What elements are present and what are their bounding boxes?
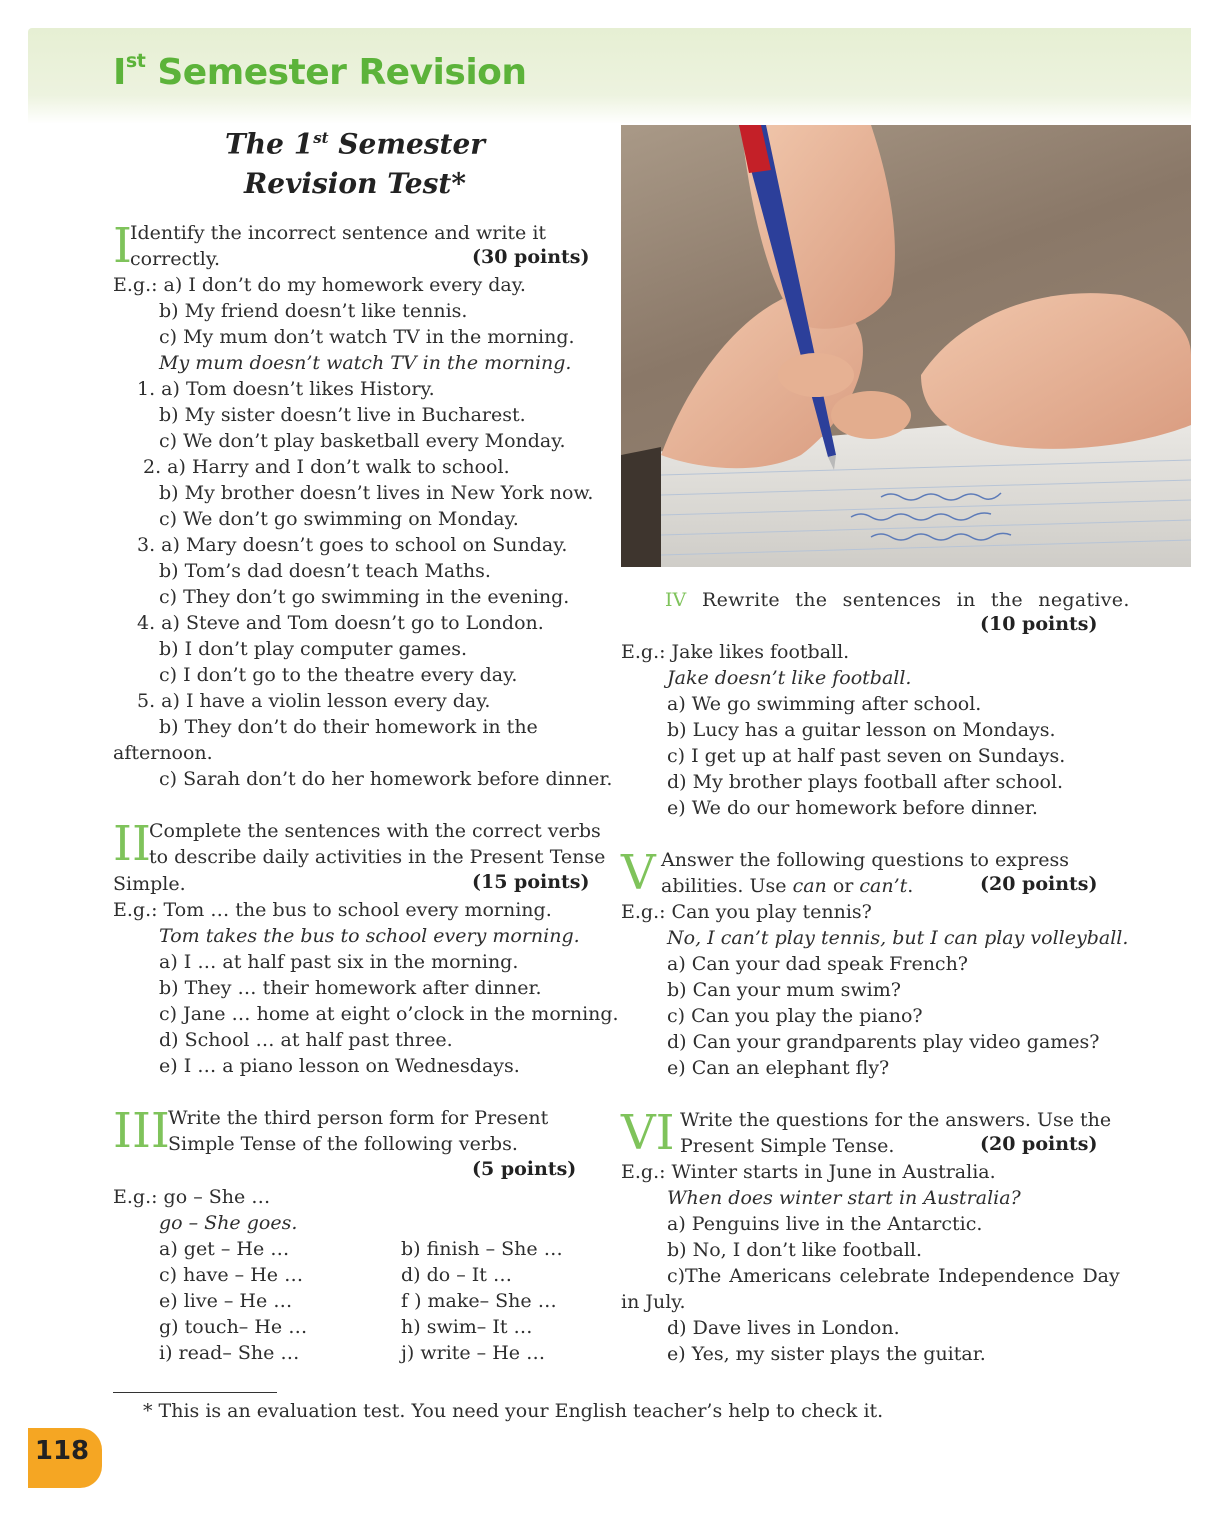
list-item: c) They don’t go swimming in the evening. (159, 586, 570, 608)
list-item: afternoon. (113, 742, 213, 764)
list-item: c) Sarah don’t do her homework before dinner. (159, 768, 613, 790)
list-item: a) We go swimming after school. (667, 693, 982, 715)
list-item: a) I … at half past six in the morning. (159, 951, 519, 973)
section-3-instruction: Write the third person form for Present (168, 1107, 549, 1129)
list-item: b) finish – She … (401, 1238, 563, 1260)
list-item: 5. a) I have a violin lesson every day. (137, 690, 491, 712)
list-item: 1. a) Tom doesn’t likes History. (137, 378, 435, 400)
list-item: d) School … at half past three. (159, 1029, 453, 1051)
list-item: c) Can you play the piano? (667, 1005, 923, 1027)
section-5-points: (20 points) (980, 873, 1098, 895)
section-1-points: (30 points) (472, 246, 590, 268)
list-item: go – She goes. (159, 1212, 298, 1234)
list-item: E.g.: Winter starts in June in Australia. (621, 1161, 996, 1183)
section-1-roman: I (113, 218, 132, 274)
list-item: i) read– She … (159, 1342, 300, 1364)
list-item: Tom takes the bus to school every morning. (159, 925, 580, 947)
page-number: 118 (34, 1436, 90, 1466)
section-3-points: (5 points) (472, 1158, 577, 1180)
section-6-instruction: Write the questions for the answers. Use the (680, 1109, 1112, 1131)
list-item: E.g.: Tom … the bus to school every morning. (113, 899, 552, 921)
section-2-points: (15 points) (472, 871, 590, 893)
list-item: a) get – He … (159, 1238, 290, 1260)
section-3-roman: III (113, 1103, 170, 1159)
list-item: c) have – He … (159, 1264, 304, 1286)
section-1-instruction: correctly. (130, 248, 221, 270)
list-item: e) We do our homework before dinner. (667, 797, 1038, 819)
list-item: b) My brother doesn’t lives in New York now. (159, 482, 594, 504)
section-2-instruction: Complete the sentences with the correct verbs (149, 820, 601, 842)
section-5-roman: V (621, 845, 656, 901)
list-item: 3. a) Mary doesn’t goes to school on Sunday. (137, 534, 568, 556)
list-item: b) My sister doesn’t live in Bucharest. (159, 404, 526, 426)
writing-hand-photo (621, 125, 1191, 567)
list-item: d) My brother plays football after school. (667, 771, 1064, 793)
list-item: e) Yes, my sister plays the guitar. (667, 1343, 986, 1365)
section-4-instruction: Rewrite the sentences in the negative. (702, 589, 1130, 611)
list-item: g) touch– He … (159, 1316, 308, 1338)
section-2-instruction: Simple. (113, 873, 186, 895)
list-item: e) live – He … (159, 1290, 293, 1312)
list-item: in July. (621, 1291, 686, 1313)
section-3-instruction: Simple Tense of the following verbs. (168, 1133, 518, 1155)
list-item: e) I … a piano lesson on Wednesdays. (159, 1055, 520, 1077)
list-item: e) Can an elephant fly? (667, 1057, 890, 1079)
list-item: My mum doesn’t watch TV in the morning. (159, 352, 572, 374)
list-item: 4. a) Steve and Tom doesn’t go to London. (137, 612, 544, 634)
test-title: The 1st Semester Revision Test* (224, 127, 486, 201)
section-5-instruction: abilities. Use can or can’t. (661, 875, 914, 897)
section-1-instruction: Identify the incorrect sentence and write it (130, 222, 547, 244)
list-item: c) We don’t play basketball every Monday. (159, 430, 566, 452)
list-item: h) swim– It … (401, 1316, 533, 1338)
list-item: b) Lucy has a guitar lesson on Mondays. (667, 719, 1056, 741)
list-item: E.g.: Can you play tennis? (621, 901, 872, 923)
list-item: b) No, I don’t like football. (667, 1239, 923, 1261)
list-item: f ) make– She … (401, 1290, 557, 1312)
list-item: b) They don’t do their homework in the (159, 716, 538, 738)
section-4-points: (10 points) (980, 613, 1098, 635)
list-item: b) I don’t play computer games. (159, 638, 468, 660)
photo-illustration (621, 125, 1191, 567)
list-item: b) My friend doesn’t like tennis. (159, 300, 468, 322)
list-item: No, I can’t play tennis, but I can play volleyball. (667, 927, 1129, 949)
list-item: b) Tom’s dad doesn’t teach Maths. (159, 560, 491, 582)
list-item: c)The Americans celebrate Independence Day (667, 1265, 1120, 1287)
list-item: a) Penguins live in the Antarctic. (667, 1213, 983, 1235)
list-item: d) do – It … (401, 1264, 512, 1286)
list-item: c) I get up at half past seven on Sundays. (667, 745, 1066, 767)
list-item: 2. a) Harry and I don’t walk to school. (143, 456, 510, 478)
section-2-instruction: to describe daily activities in the Present Tense (149, 846, 606, 868)
section-6-points: (20 points) (980, 1133, 1098, 1155)
list-item: E.g.: a) I don’t do my homework every day. (113, 274, 526, 296)
list-item: b) They … their homework after dinner. (159, 977, 542, 999)
list-item: When does winter start in Australia? (667, 1187, 1021, 1209)
list-item: c) We don’t go swimming on Monday. (159, 508, 519, 530)
footnote: * This is an evaluation test. You need your English teacher’s help to check it. (143, 1400, 884, 1422)
list-item: E.g.: Jake likes football. (621, 641, 850, 663)
list-item: Jake doesn’t like football. (667, 667, 912, 689)
page-title: Ist Semester Revision (113, 50, 527, 93)
footnote-divider (113, 1392, 277, 1393)
section-4-roman: IV (665, 589, 687, 611)
list-item: c) Jane … home at eight o’clock in the morning. (159, 1003, 619, 1025)
list-item: c) I don’t go to the theatre every day. (159, 664, 518, 686)
list-item: E.g.: go – She … (113, 1186, 271, 1208)
list-item: a) Can your dad speak French? (667, 953, 968, 975)
list-item: d) Dave lives in London. (667, 1317, 900, 1339)
section-6-roman: VI (621, 1105, 675, 1161)
section-6-instruction: Present Simple Tense. (680, 1135, 895, 1157)
section-5-instruction: Answer the following questions to express (661, 849, 1069, 871)
list-item: d) Can your grandparents play video games? (667, 1031, 1100, 1053)
section-2-roman: II (113, 816, 151, 872)
list-item: b) Can your mum swim? (667, 979, 901, 1001)
list-item: j) write – He … (401, 1342, 546, 1364)
list-item: c) My mum don’t watch TV in the morning. (159, 326, 575, 348)
